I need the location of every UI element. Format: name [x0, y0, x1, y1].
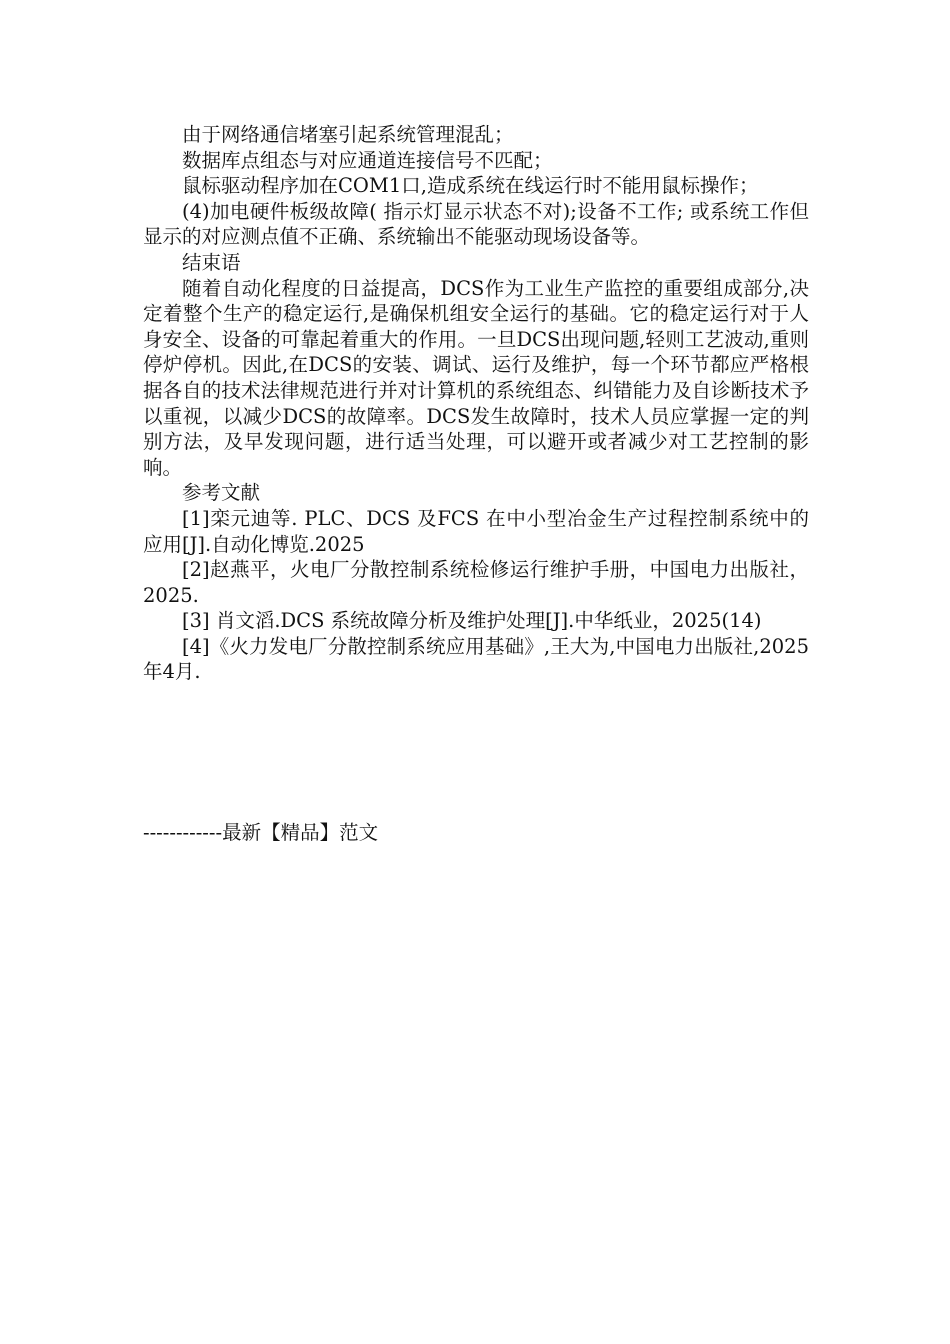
- reference-item-3: [3] 肖文滔.DCS 系统故障分析及维护处理[J].中华纸业，2025(14): [182, 609, 762, 633]
- document-body: [143, 122, 809, 685]
- paragraph-conclusion-body: 随着自动化程度的日益提高，DCS作为工业生产监控的重要组成部分,决定着整个生产的稳定运行,是确保机组安全运行的基础。它的稳定运行对于人身安全、设备的可靠起着重大的作用。一旦DCS出现问题,轻则工艺波动,重则停炉停机。因此,在DCS的安装、调试、运行及维护，每一个环节都应严格根据各自的技术法律规范进行并对计算机的系统组态、纠错能力及自诊断技术予以重视，以减少DCS的故障率。DCS发生故障时，技术人员应掌握一定的判别方法，及早发现问题，进行适当处理，可以避开或者减少对工艺控制的影响。: [143, 276, 809, 479]
- reference-item-1: [1]栾元迪等. PLC、DCS 及FCS 在中小型冶金生产过程控制系统中的应用[J].自动化博览.2025: [143, 506, 809, 556]
- reference-item-2: [2]赵燕平，火电厂分散控制系统检修运行维护手册，中国电力出版社，2025.: [143, 558, 809, 607]
- heading-conclusion: 结束语: [182, 250, 241, 274]
- paragraph-network-congestion: 由于网络通信堵塞引起系统管理混乱；: [182, 123, 514, 146]
- paragraph-hardware-fault: (4)加电硬件板级故障( 指示灯显示状态不对);设备不工作; 或系统工作但显示的对应测点值不正确、系统输出不能驱动现场设备等。: [143, 199, 809, 249]
- paragraph-mouse-driver: 鼠标驱动程序加在COM1口,造成系统在线运行时不能用鼠标操作；: [182, 174, 759, 198]
- heading-references: 参考文献: [182, 481, 261, 505]
- reference-item-4: [4]《火力发电厂分散控制系统应用基础》,王大为,中国电力出版社,2025年4月.: [143, 634, 809, 684]
- footer-tagline: ------------最新【精品】范文: [143, 821, 379, 844]
- paragraph-database-mismatch: 数据库点组态与对应通道连接信号不匹配；: [182, 148, 553, 172]
